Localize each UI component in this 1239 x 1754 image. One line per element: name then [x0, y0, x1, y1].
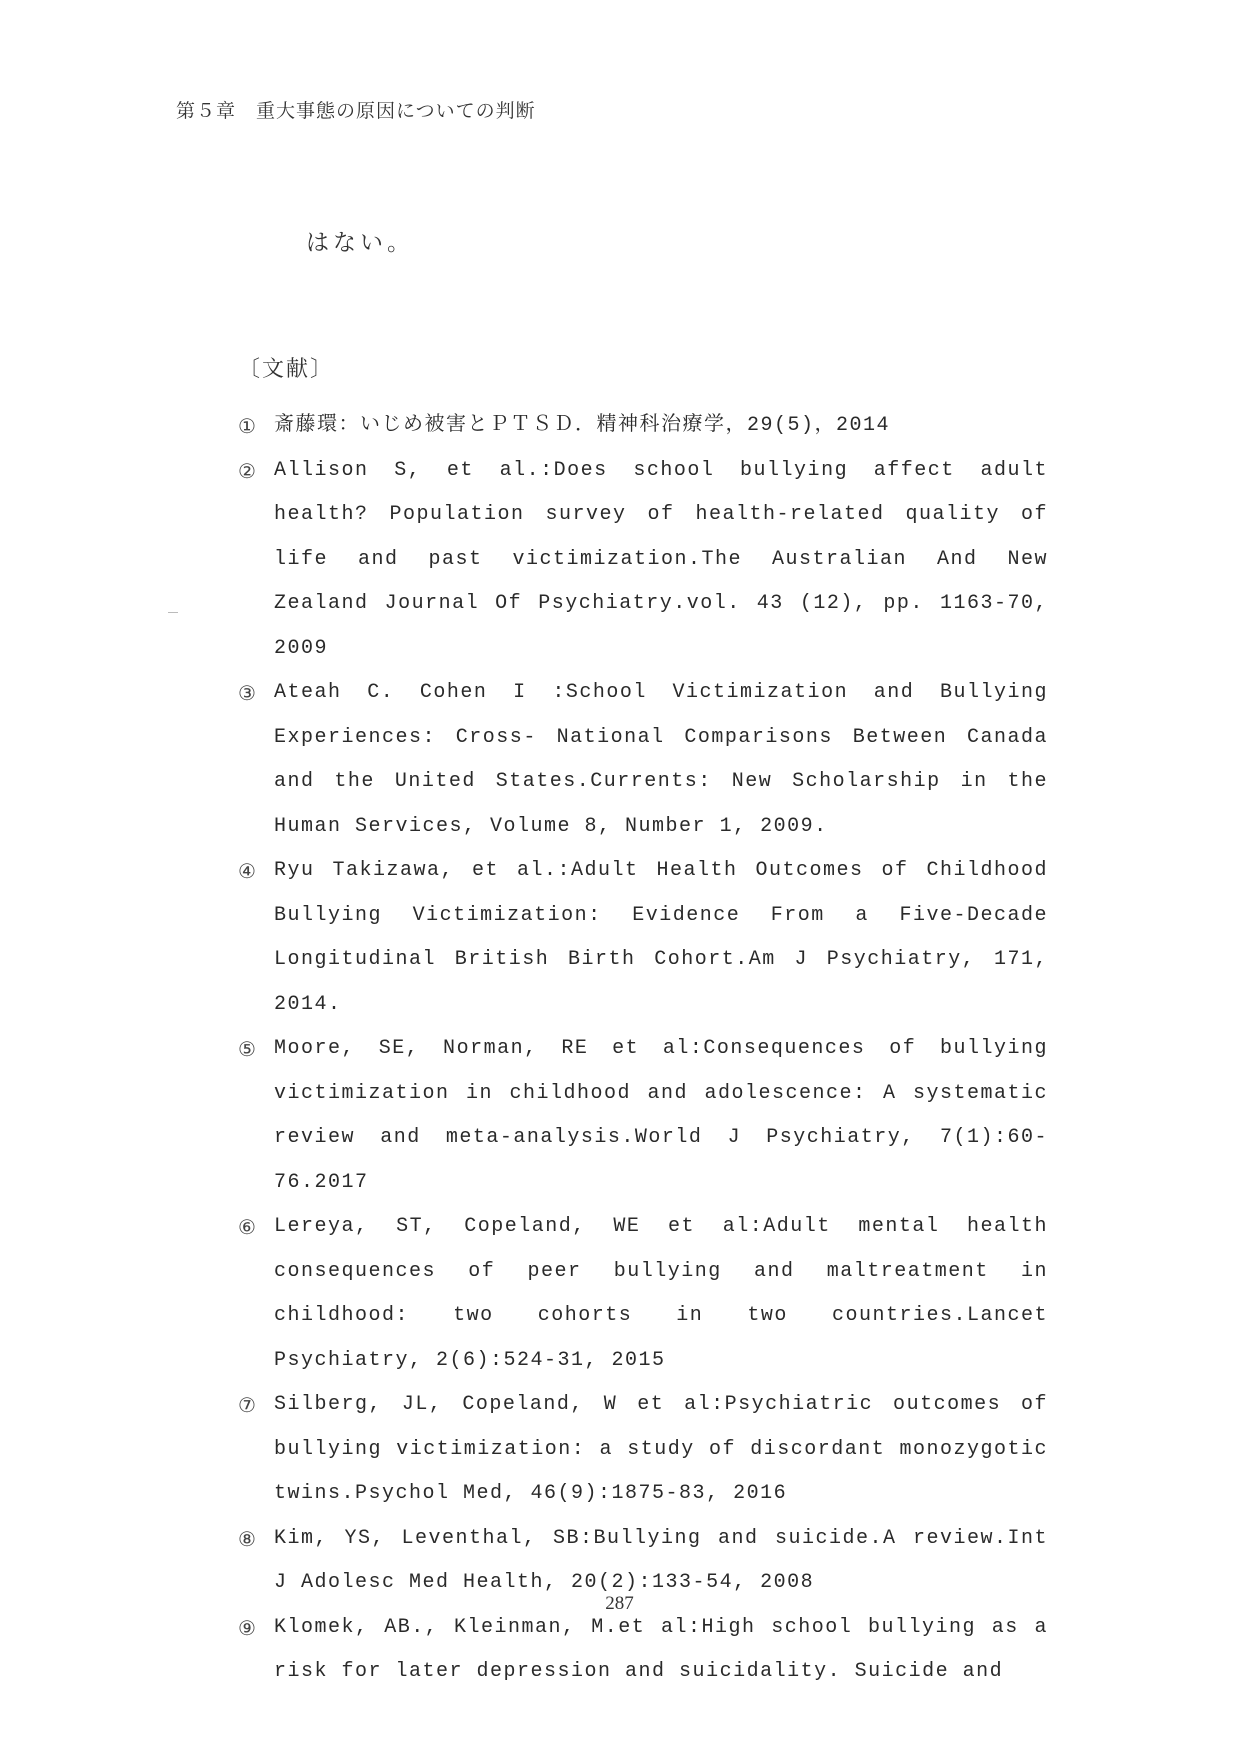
reference-text: Allison S, et al.:Does school bullying affect adult health? Population survey of health-related quality of life and past victimization.The Australian And New Zealand Journal Of Psychiatry.vol. 43 (12), pp. 1163-70, 2009 [274, 458, 1048, 660]
reference-marker: ② [238, 458, 258, 483]
reference-text: Ateah C. Cohen I :School Victimization and Bullying Experiences: Cross- National Comparisons Between Canada and the United States.Currents: New Scholarship in the Human Services, Volume 8, Number 1, 2009. [274, 681, 1048, 838]
reference-item [238, 1383, 1048, 1517]
reference-text: Ryu Takizawa, et al.:Adult Health Outcomes of Childhood Bullying Victimization: Evidence From a Five-Decade Longitudinal British Birth Cohort.Am J Psychiatry, 171, 2014. [274, 859, 1048, 1016]
reference-marker: ③ [238, 681, 258, 705]
reference-text: Lereya, ST, Copeland, WE et al:Adult mental health consequences of peer bullying and maltreatment in childhood: two cohorts in two countries.Lancet Psychiatry, 2(6):524-31, 2015 [274, 1215, 1048, 1372]
reference-item [238, 671, 1048, 849]
continuation-text: はない。 [306, 230, 414, 256]
reference-marker: ① [238, 414, 258, 438]
reference-item [238, 1205, 1048, 1383]
reference-marker: ⑤ [238, 1037, 258, 1061]
reference-marker: ⑨ [238, 1615, 258, 1640]
reference-marker: ④ [238, 859, 258, 883]
references-heading: 〔文献〕 [238, 357, 335, 382]
reference-text: Klomek, AB., Kleinman, M.et al:High school bullying as a risk for later depression and suicidality. Suicide and [274, 1615, 1048, 1683]
reference-text: Silberg, JL, Copeland, W et al:Psychiatric outcomes of bullying victimization: a study of discordant monozygotic twins.Psychol Med, 46(9):1875-83, 2016 [274, 1393, 1048, 1505]
reference-text: Moore, SE, Norman, RE et al:Consequences of bullying victimization in childhood and adolescence: A systematic review and meta-analysis.World J Psychiatry, 7(1):60-76.2017 [274, 1037, 1048, 1194]
reference-marker: ⑦ [238, 1393, 258, 1417]
running-header: 第５章 重大事態の原因についての判断 [176, 100, 536, 122]
reference-marker: ⑥ [238, 1215, 258, 1239]
reference-item [238, 849, 1048, 1027]
reference-item [238, 449, 1048, 672]
page-number: 287 [605, 1593, 634, 1614]
margin-mark [168, 612, 178, 613]
reference-list [238, 404, 1048, 1695]
reference-marker: ⑧ [238, 1526, 258, 1551]
reference-text: Kim, YS, Leventhal, SB:Bullying and suicide.A review.Int J Adolesc Med Health, 20(2):133-54, 2008 [274, 1526, 1048, 1594]
reference-text: 斎藤環：いじめ被害とＰＴＳＤ．精神科治療学，29(5)，2014 [274, 414, 891, 437]
reference-item [238, 404, 1048, 449]
reference-item [238, 1027, 1048, 1205]
reference-item [238, 1606, 1048, 1695]
